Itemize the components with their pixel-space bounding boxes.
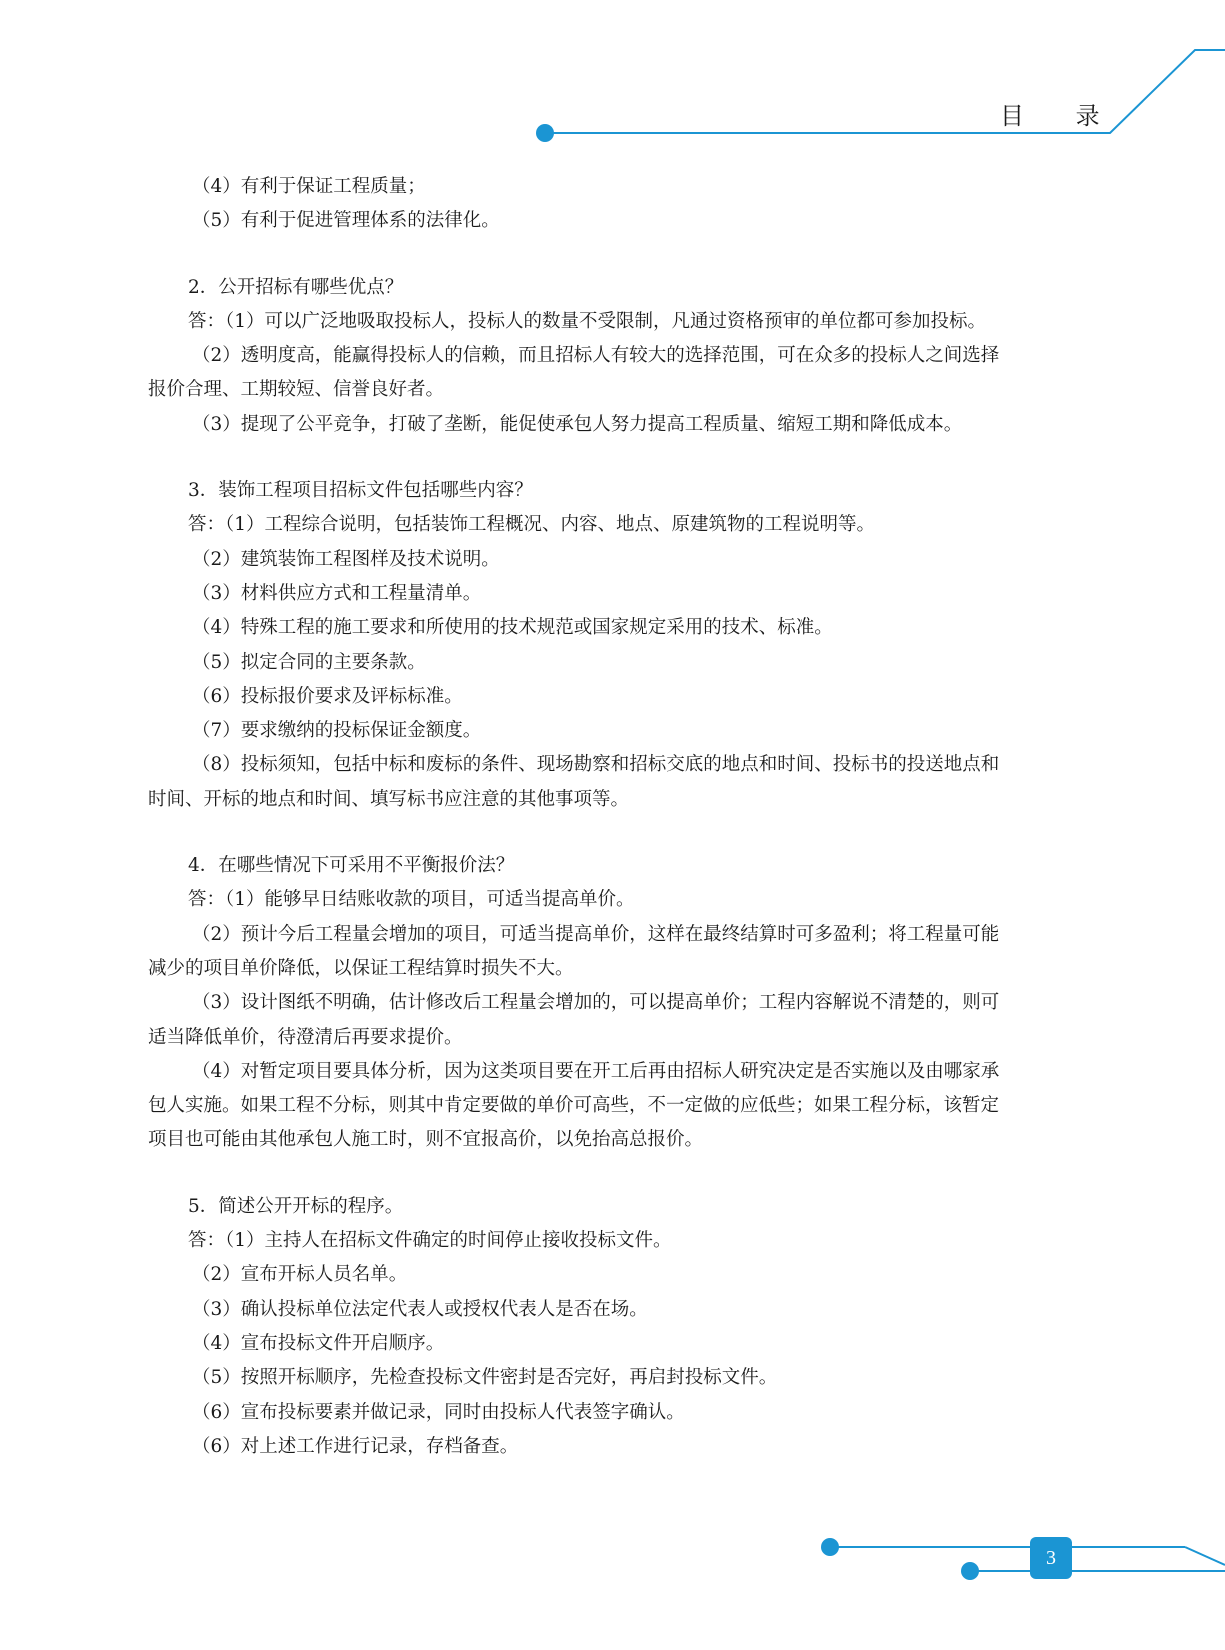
answer-paragraph (148, 577, 1106, 611)
section-gap (148, 239, 1106, 271)
section-gap (148, 1158, 1106, 1190)
text-line: （2）预计今后工程量会增加的项目，可适当提高单价，这样在最终结算时可多盈利；将工程量可能 (192, 923, 1000, 945)
answer-paragraph (148, 508, 1106, 542)
question-heading: 4．在哪些情况下可采用不平衡报价法？ (188, 855, 515, 877)
answer-paragraph (148, 1430, 1106, 1464)
text-line: （3）提现了公平竞争，打破了垄断，能促使承包人努力提高工程质量、缩短工期和降低成本。 (192, 413, 963, 435)
text-line: 减少的项目单价降低，以保证工程结算时损失不大。 (148, 957, 574, 979)
text-line: 包人实施。如果工程不分标，则其中肯定要做的单价可高些，不一定做的应低些；如果工程分标，该暂定 (148, 1095, 1000, 1117)
text-line: 答：（1）能够早日结账收款的项目，可适当提高单价。 (188, 889, 635, 911)
header-decoration (536, 50, 1225, 142)
document-body (148, 170, 1106, 1464)
text-line: （6）宣布投标要素并做记录，同时由投标人代表签字确认。 (192, 1401, 685, 1423)
text-line: （5）有利于促进管理体系的法律化。 (192, 210, 500, 232)
text-line: （5）拟定合同的主要条款。 (192, 651, 426, 673)
text-line: 项目也可能由其他承包人施工时，则不宜报高价，以免抬高总报价。 (148, 1129, 704, 1151)
text-line: （8）投标须知，包括中标和废标的条件、现场勘察和招标交底的地点和时间、投标书的投送地点和 (192, 754, 1000, 776)
answer-paragraph (148, 714, 1106, 748)
answer-paragraph (148, 204, 1106, 238)
question-section (148, 442, 1106, 817)
answer-paragraph (148, 1293, 1106, 1327)
text-line: （4）特殊工程的施工要求和所使用的技术规范或国家规定采用的技术、标准。 (192, 617, 833, 639)
text-line: （4）对暂定项目要具体分析，因为这类项目要在开工后再由招标人研究决定是否实施以及由哪家承 (192, 1060, 1000, 1082)
answer-paragraph (148, 1258, 1106, 1292)
answer-paragraph (148, 339, 1106, 408)
text-line: 报价合理、工期较短、信誉良好者。 (148, 379, 445, 401)
question-heading: 5．简述公开开标的程序。 (188, 1195, 404, 1217)
answer-paragraph (148, 305, 1106, 339)
question-section (148, 170, 1106, 239)
answer-paragraph (148, 680, 1106, 714)
answer-paragraph (148, 748, 1106, 817)
section-gap (148, 442, 1106, 474)
answer-paragraph (148, 1327, 1106, 1361)
question-heading: 2．公开招标有哪些优点？ (188, 276, 404, 298)
answer-paragraph (148, 918, 1106, 987)
text-line: 适当降低单价，待澄清后再要求提价。 (148, 1026, 463, 1048)
text-line: （4）有利于保证工程质量； (192, 176, 426, 197)
page-header-title: 目 录 (1000, 102, 1122, 130)
answer-paragraph (148, 1396, 1106, 1430)
answer-paragraph (148, 611, 1106, 645)
text-line: （7）要求缴纳的投标保证金额度。 (192, 720, 482, 742)
answer-paragraph (148, 1055, 1106, 1158)
text-line: （5）按照开标顺序，先检查投标文件密封是否完好，再启封投标文件。 (192, 1367, 778, 1389)
page-number: 3 (1030, 1537, 1072, 1579)
text-line: 时间、开标的地点和时间、填写标书应注意的其他事项等。 (148, 788, 630, 810)
section-gap (148, 817, 1106, 849)
text-line: （4）宣布投标文件开启顺序。 (192, 1332, 445, 1354)
text-line: （6）投标报价要求及评标标准。 (192, 685, 463, 707)
answer-paragraph (148, 1224, 1106, 1258)
text-line: （3）确认投标单位法定代表人或授权代表人是否在场。 (192, 1298, 648, 1320)
answer-paragraph (148, 986, 1106, 1055)
text-line: 答：（1）主持人在招标文件确定的时间停止接收投标文件。 (188, 1230, 672, 1252)
text-line: （3）材料供应方式和工程量清单。 (192, 582, 482, 604)
answer-paragraph (148, 883, 1106, 917)
answer-paragraph (148, 170, 1106, 204)
answer-paragraph (148, 408, 1106, 442)
text-line: 答：（1）工程综合说明，包括装饰工程概况、内容、地点、原建筑物的工程说明等。 (188, 514, 876, 536)
text-line: （2）宣布开标人员名单。 (192, 1264, 408, 1286)
answer-paragraph (148, 543, 1106, 577)
question-heading: 3．装饰工程项目招标文件包括哪些内容？ (188, 480, 533, 502)
question-section (148, 817, 1106, 1158)
answer-paragraph (148, 646, 1106, 680)
text-line: （2）透明度高，能赢得投标人的信赖，而且招标人有较大的选择范围，可在众多的投标人之间选择 (192, 345, 1000, 367)
question-section (148, 239, 1106, 442)
answer-paragraph (148, 1361, 1106, 1395)
text-line: 答：（1）可以广泛地吸取投标人，投标人的数量不受限制，凡通过资格预审的单位都可参加投标。 (188, 310, 987, 332)
text-line: （2）建筑装饰工程图样及技术说明。 (192, 548, 500, 570)
text-line: （3）设计图纸不明确，估计修改后工程量会增加的，可以提高单价；工程内容解说不清楚的，则可 (192, 992, 1000, 1014)
question-section (148, 1158, 1106, 1464)
footer-decoration (821, 1538, 1225, 1580)
text-line: （6）对上述工作进行记录，存档备查。 (192, 1435, 519, 1457)
